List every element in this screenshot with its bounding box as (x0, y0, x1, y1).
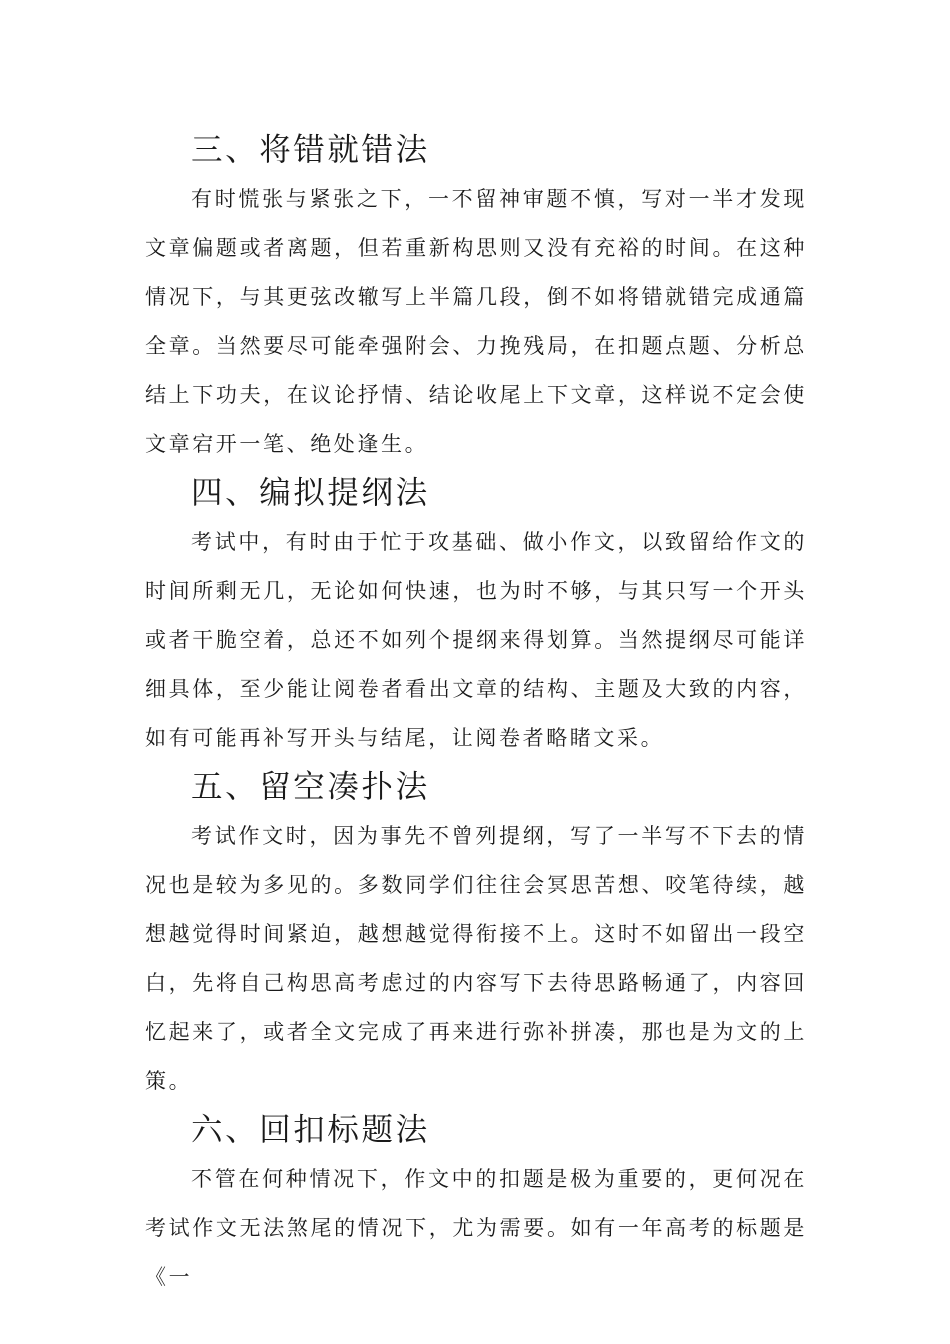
section-4 (145, 469, 807, 763)
section-paragraph: 有时慌张与紧张之下，一不留神审题不慎，写对一半才发现文章偏题或者离题，但若重新构思则又没有充裕的时间。在这种情况下，与其更弦改辙写上半篇几段，倒不如将错就错完成通篇全章。当然要尽可能牵强附会、力挽残局，在扣题点题、分析总结上下功夫，在议论抒情、结论收尾上下文章，这样说不定会使文章宕开一笔、绝处逢生。 (145, 187, 807, 456)
section-heading: 六、回扣标题法 (191, 1112, 430, 1148)
section-heading: 四、编拟提纲法 (191, 475, 430, 511)
section-6 (145, 1106, 807, 1302)
section-3 (145, 126, 807, 469)
section-paragraph: 考试中，有时由于忙于攻基础、做小作文，以致留给作文的时间所剩无几，无论如何快速，也为时不够，与其只写一个开头或者干脆空着，总还不如列个提纲来得划算。当然提纲尽可能详细具体，至少能让阅卷者看出文章的结构、主题及大致的内容，如有可能再补写开头与结尾，让阅卷者略睹文采。 (145, 530, 807, 750)
section-heading: 三、将错就错法 (191, 132, 430, 168)
section-paragraph: 不管在何种情况下，作文中的扣题是极为重要的，更何况在考试作文无法煞尾的情况下，尤为需要。如有一年高考的标题是《一 (145, 1167, 807, 1289)
section-heading: 五、留空凑扑法 (191, 769, 430, 805)
section-paragraph: 考试作文时，因为事先不曾列提纲，写了一半写不下去的情况也是较为多见的。多数同学们往往会冥思苦想、咬笔待续，越想越觉得时间紧迫，越想越觉得衔接不上。这时不如留出一段空白，先将自己构思高考虑过的内容写下去待思路畅通了，内容回忆起来了，或者全文完成了再来进行弥补拼凑，那也是为文的上策。 (145, 824, 807, 1093)
document-body (145, 126, 807, 1302)
section-5 (145, 763, 807, 1106)
